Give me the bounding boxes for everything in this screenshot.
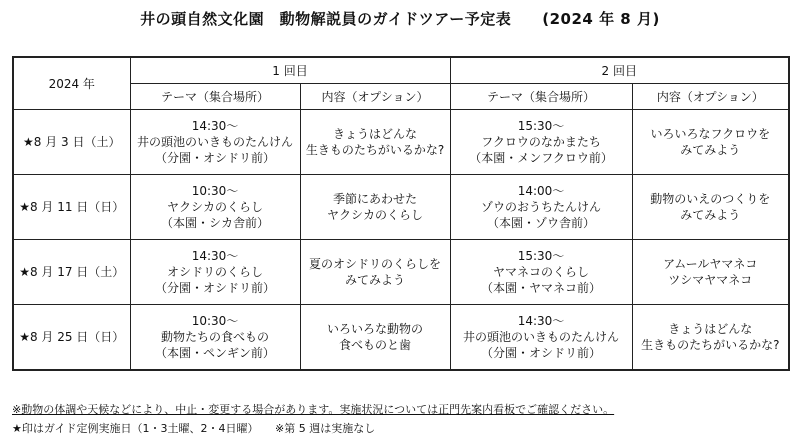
- round2-time: 15:30～: [517, 249, 565, 263]
- round2-content-line: みてみよう: [680, 208, 741, 222]
- round1-content-cell: [300, 175, 450, 240]
- round2-content-line: みてみよう: [680, 143, 741, 157]
- round1-content-line: 食べものと歯: [339, 338, 412, 352]
- tour-date: ★8 月 17 日（土）: [13, 240, 130, 305]
- round1-place: （本園・シカ舎前）: [160, 216, 269, 230]
- header-round-2: 2 回目: [450, 57, 789, 84]
- round2-content-line: いろいろなフクロウを: [650, 127, 771, 141]
- round2-theme-cell: [450, 305, 632, 371]
- round1-time: 14:30～: [191, 249, 239, 263]
- table-row: [13, 305, 789, 371]
- round1-theme-cell: [130, 175, 300, 240]
- page-title: 井の頭自然文化園 動物解説員のガイドツアー予定表 (2024 年 8 月): [140, 10, 660, 28]
- round2-theme-cell: [450, 175, 632, 240]
- round1-content-line: いろいろな動物の: [327, 322, 424, 336]
- round2-content-line: アムールヤマネコ: [663, 257, 758, 271]
- round1-theme: 動物たちの食べもの: [160, 330, 269, 344]
- table-row: [13, 240, 789, 305]
- round2-theme: フクロウのなかまたち: [481, 135, 601, 149]
- table-row: [13, 110, 789, 175]
- round2-time: 14:30～: [517, 314, 565, 328]
- round1-theme-cell: [130, 305, 300, 371]
- round1-content-line: 夏のオシドリのくらしを: [309, 257, 442, 271]
- note-legend: ★印はガイド定例実施日（1・3土曜、2・4日曜） ※第 5 週は実施なし: [12, 422, 376, 435]
- round1-content-line: ヤクシカのくらし: [327, 208, 424, 222]
- round2-place: （本園・ヤマネコ前）: [481, 281, 602, 295]
- round2-theme: ゾウのおうちたんけん: [481, 200, 602, 214]
- header-content-2: 内容（オプション）: [632, 84, 789, 110]
- header-theme-1: テーマ（集合場所）: [130, 84, 300, 110]
- round2-place: （本園・ゾウ舎前）: [487, 216, 596, 230]
- round1-content-line: きょうはどんな: [333, 127, 418, 141]
- round2-time: 14:00～: [517, 184, 565, 198]
- round2-content-cell: [632, 110, 789, 175]
- round2-content-line: きょうはどんな: [668, 322, 753, 336]
- round2-time: 15:30～: [517, 119, 565, 133]
- round2-theme: 井の頭池のいきものたんけん: [463, 330, 620, 344]
- round1-place: （本園・ペンギン前）: [155, 346, 275, 360]
- round1-content-cell: [300, 240, 450, 305]
- round1-content-line: みてみよう: [345, 273, 406, 287]
- header-year: 2024 年: [13, 57, 130, 110]
- round1-content-cell: [300, 110, 450, 175]
- round2-place: （分園・オシドリ前）: [481, 346, 602, 360]
- round2-content-line: 動物のいえのつくりを: [650, 192, 771, 206]
- round1-content-cell: [300, 305, 450, 371]
- round1-place: （分園・オシドリ前）: [154, 151, 275, 165]
- round1-theme: 井の頭池のいきものたんけん: [136, 135, 293, 149]
- tour-date: ★8 月 25 日（日）: [13, 305, 130, 371]
- round1-theme: ヤクシカのくらし: [166, 200, 263, 214]
- round2-theme-cell: [450, 110, 632, 175]
- header-content-1: 内容（オプション）: [300, 84, 450, 110]
- note-cancellation: ※動物の体調や天候などにより、中止・変更する場合があります。実施状況については正門先案内看板でご確認ください。: [12, 403, 615, 416]
- round2-place: （本園・メンフクロウ前）: [469, 151, 613, 165]
- round1-time: 14:30～: [191, 119, 239, 133]
- tour-date: ★8 月 11 日（日）: [13, 175, 130, 240]
- round1-place: （分園・オシドリ前）: [154, 281, 275, 295]
- round1-time: 10:30～: [191, 184, 239, 198]
- round1-time: 10:30～: [191, 314, 239, 328]
- round2-content-cell: [632, 175, 789, 240]
- round1-content-line: 季節にあわせた: [333, 192, 418, 206]
- round1-theme-cell: [130, 110, 300, 175]
- round1-theme: オシドリのくらし: [166, 265, 263, 279]
- round2-content-line: ツシマヤマネコ: [668, 273, 753, 287]
- round1-content-line: 生きものたちがいるかな?: [305, 143, 445, 157]
- round2-theme: ヤマネコのくらし: [493, 265, 590, 279]
- round2-theme-cell: [450, 240, 632, 305]
- round2-content-cell: [632, 305, 789, 371]
- tour-date: ★8 月 3 日（土）: [13, 110, 130, 175]
- header-round-1: 1 回目: [130, 57, 450, 84]
- header-theme-2: テーマ（集合場所）: [450, 84, 632, 110]
- round2-content-line: 生きものたちがいるかな?: [641, 338, 780, 352]
- table-row: [13, 175, 789, 240]
- round1-theme-cell: [130, 240, 300, 305]
- schedule-table: [12, 56, 790, 371]
- round2-content-cell: [632, 240, 789, 305]
